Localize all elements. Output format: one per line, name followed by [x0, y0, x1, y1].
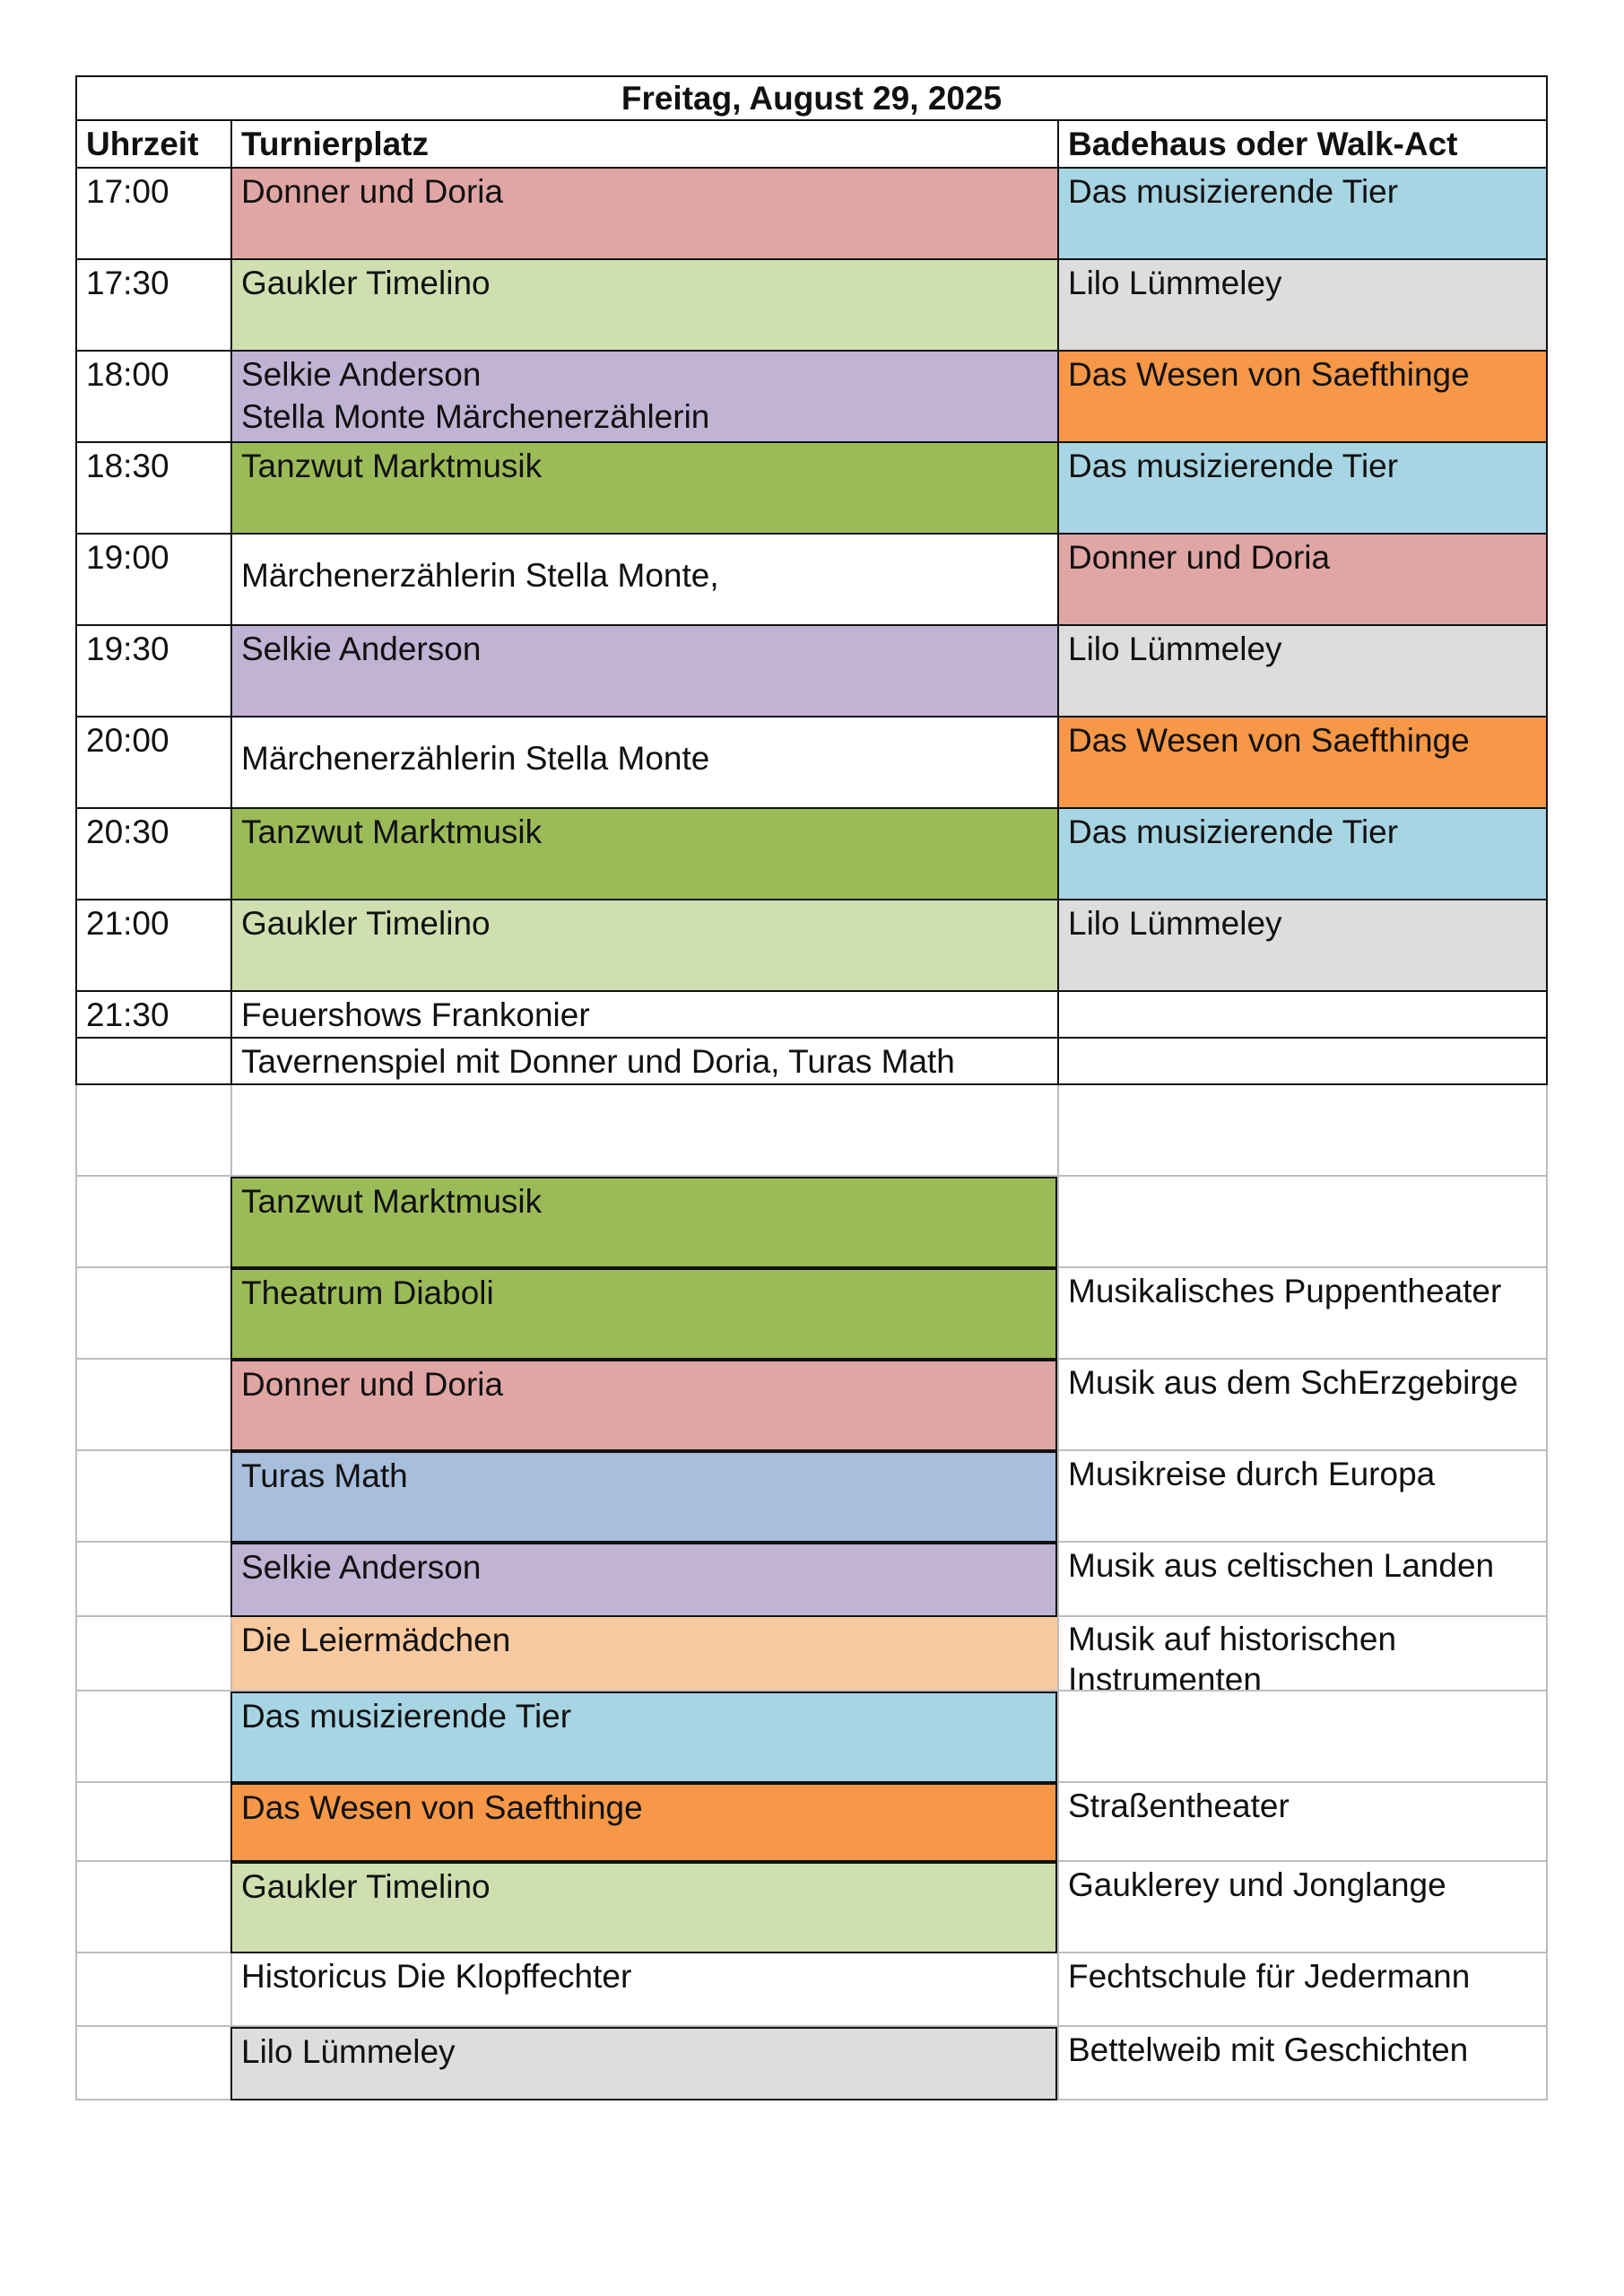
legend-row — [75, 1451, 1548, 1543]
header-badehaus: Badehaus oder Walk-Act — [1057, 121, 1548, 167]
legend-act-description: Musik auf historischen Instrumenten — [1057, 1617, 1548, 1690]
walk-act-cell: Das Wesen von Saefthinge — [1057, 352, 1548, 441]
walk-act-cell: Das Wesen von Saefthinge — [1057, 718, 1548, 807]
stage-cell — [230, 1039, 1057, 1083]
time-cell: 19:00 — [75, 535, 230, 624]
legend-act-name: Lilo Lümmeley — [230, 2027, 1057, 2100]
legend-act-description — [1057, 1177, 1548, 1266]
walk-act-cell — [1057, 1039, 1548, 1083]
legend-row — [75, 1177, 1548, 1268]
walk-act-cell: Donner und Doria — [1057, 535, 1548, 624]
legend-empty-cell — [75, 1177, 230, 1266]
stage-cell — [230, 260, 1057, 350]
stage-cell — [230, 443, 1057, 533]
time-cell: 20:30 — [75, 809, 230, 899]
walk-act-cell: Lilo Lümmeley — [1057, 626, 1548, 716]
stage-cell — [230, 626, 1057, 716]
time-cell: 18:00 — [75, 352, 230, 441]
legend-act-description: Musikreise durch Europa — [1057, 1451, 1548, 1541]
time-cell: 18:30 — [75, 443, 230, 533]
walk-act-cell: Das musizierende Tier — [1057, 169, 1548, 258]
schedule-row — [75, 1039, 1548, 1085]
legend-act-description — [1057, 1085, 1548, 1175]
schedule-row — [75, 900, 1548, 992]
stage-act: Gaukler Timelino — [241, 905, 491, 942]
header-row — [75, 121, 1548, 169]
legend-empty-cell — [75, 1783, 230, 1860]
legend-act-name: Tanzwut Marktmusik — [230, 1177, 1057, 1268]
walk-act-cell: Das musizierende Tier — [1057, 443, 1548, 533]
stage-act: Tavernenspiel mit Donner und Doria, Turas Math — [241, 1043, 955, 1080]
legend-act-description: Fechtschule für Jedermann — [1057, 1953, 1548, 2025]
legend-row — [75, 1543, 1548, 1617]
schedule-row — [75, 260, 1548, 352]
stage-act-secondary: Stella Monte Märchenerzählerin — [241, 398, 710, 435]
schedule-row — [75, 992, 1548, 1039]
schedule-row — [75, 535, 1548, 626]
header-time: Uhrzeit — [75, 121, 230, 167]
stage-cell — [230, 809, 1057, 899]
walk-act-cell: Lilo Lümmeley — [1057, 900, 1548, 990]
legend-row — [75, 1862, 1548, 1953]
legend-empty-cell — [75, 1085, 230, 1175]
time-cell — [75, 1039, 230, 1083]
legend-empty-cell — [75, 1268, 230, 1358]
schedule-row — [75, 718, 1548, 809]
legend-act-name: Turas Math — [230, 1451, 1057, 1543]
stage-act: Donner und Doria — [241, 173, 504, 210]
schedule-row — [75, 626, 1548, 718]
legend-empty-cell — [75, 1451, 230, 1541]
stage-act: Gaukler Timelino — [241, 265, 491, 301]
legend-act-description: Musik aus dem SchErzgebirge — [1057, 1360, 1548, 1449]
legend-act-description: Straßentheater — [1057, 1783, 1548, 1860]
time-cell: 17:00 — [75, 169, 230, 258]
schedule-row — [75, 352, 1548, 443]
legend-row — [75, 1268, 1548, 1360]
legend-empty-cell — [75, 1360, 230, 1449]
legend-empty-cell — [75, 1692, 230, 1781]
schedule-row — [75, 443, 1548, 535]
legend-empty-cell — [75, 1862, 230, 1952]
stage-cell — [230, 352, 1057, 441]
legend-act-description: Musikalisches Puppentheater — [1057, 1268, 1548, 1358]
legend-act-name: Historicus Die Klopffechter — [230, 1953, 1057, 2025]
time-cell: 21:00 — [75, 900, 230, 990]
legend-act-name — [230, 1085, 1057, 1175]
stage-cell — [230, 992, 1057, 1037]
time-cell: 19:30 — [75, 626, 230, 716]
time-cell: 20:00 — [75, 718, 230, 807]
legend-row — [75, 1360, 1548, 1451]
stage-cell — [230, 900, 1057, 990]
legend-act-name: Das Wesen von Saefthinge — [230, 1783, 1057, 1862]
legend-empty-cell — [75, 2027, 230, 2099]
time-cell: 17:30 — [75, 260, 230, 350]
stage-act: Tanzwut Marktmusik — [241, 448, 543, 484]
stage-cell — [230, 169, 1057, 258]
legend-empty-cell — [75, 1543, 230, 1615]
legend-row — [75, 1085, 1548, 1177]
legend-empty-cell — [75, 1953, 230, 2025]
legend-row — [75, 1692, 1548, 1783]
legend-row — [75, 1783, 1548, 1862]
stage-act: Selkie Anderson — [241, 631, 482, 667]
stage-act: Feuershows Frankonier — [241, 996, 590, 1033]
legend-act-name: Gaukler Timelino — [230, 1862, 1057, 1953]
legend-row — [75, 1953, 1548, 2027]
legend-act-name: Die Leiermädchen — [230, 1617, 1057, 1690]
stage-cell — [230, 718, 1057, 807]
header-turnierplatz: Turnierplatz — [230, 121, 1057, 167]
legend-act-name: Donner und Doria — [230, 1360, 1057, 1451]
stage-cell — [230, 535, 1057, 624]
legend-act-description: Musik aus celtischen Landen — [1057, 1543, 1548, 1615]
stage-act: Selkie Anderson — [241, 356, 482, 393]
walk-act-cell — [1057, 992, 1548, 1037]
legend-row — [75, 2027, 1548, 2100]
legend-act-description: Gauklerey und Jonglange — [1057, 1862, 1548, 1952]
schedule-table — [75, 75, 1548, 2100]
legend-act-name: Selkie Anderson — [230, 1543, 1057, 1617]
legend-body — [75, 1085, 1548, 2100]
legend-empty-cell — [75, 1617, 230, 1690]
legend-row — [75, 1617, 1548, 1692]
page-title: Freitag, August 29, 2025 — [75, 75, 1548, 121]
schedule-body — [75, 169, 1548, 1085]
legend-act-name: Theatrum Diaboli — [230, 1268, 1057, 1360]
legend-act-description: Bettelweib mit Geschichten — [1057, 2027, 1548, 2099]
walk-act-cell: Das musizierende Tier — [1057, 809, 1548, 899]
walk-act-cell: Lilo Lümmeley — [1057, 260, 1548, 350]
stage-act: Tanzwut Marktmusik — [241, 813, 543, 850]
time-cell: 21:30 — [75, 992, 230, 1037]
schedule-row — [75, 809, 1548, 900]
schedule-row — [75, 169, 1548, 260]
legend-act-description — [1057, 1692, 1548, 1781]
legend-act-name: Das musizierende Tier — [230, 1692, 1057, 1783]
stage-act: Märchenerzählerin Stella Monte, — [241, 557, 719, 594]
stage-act: Märchenerzählerin Stella Monte — [241, 740, 710, 777]
